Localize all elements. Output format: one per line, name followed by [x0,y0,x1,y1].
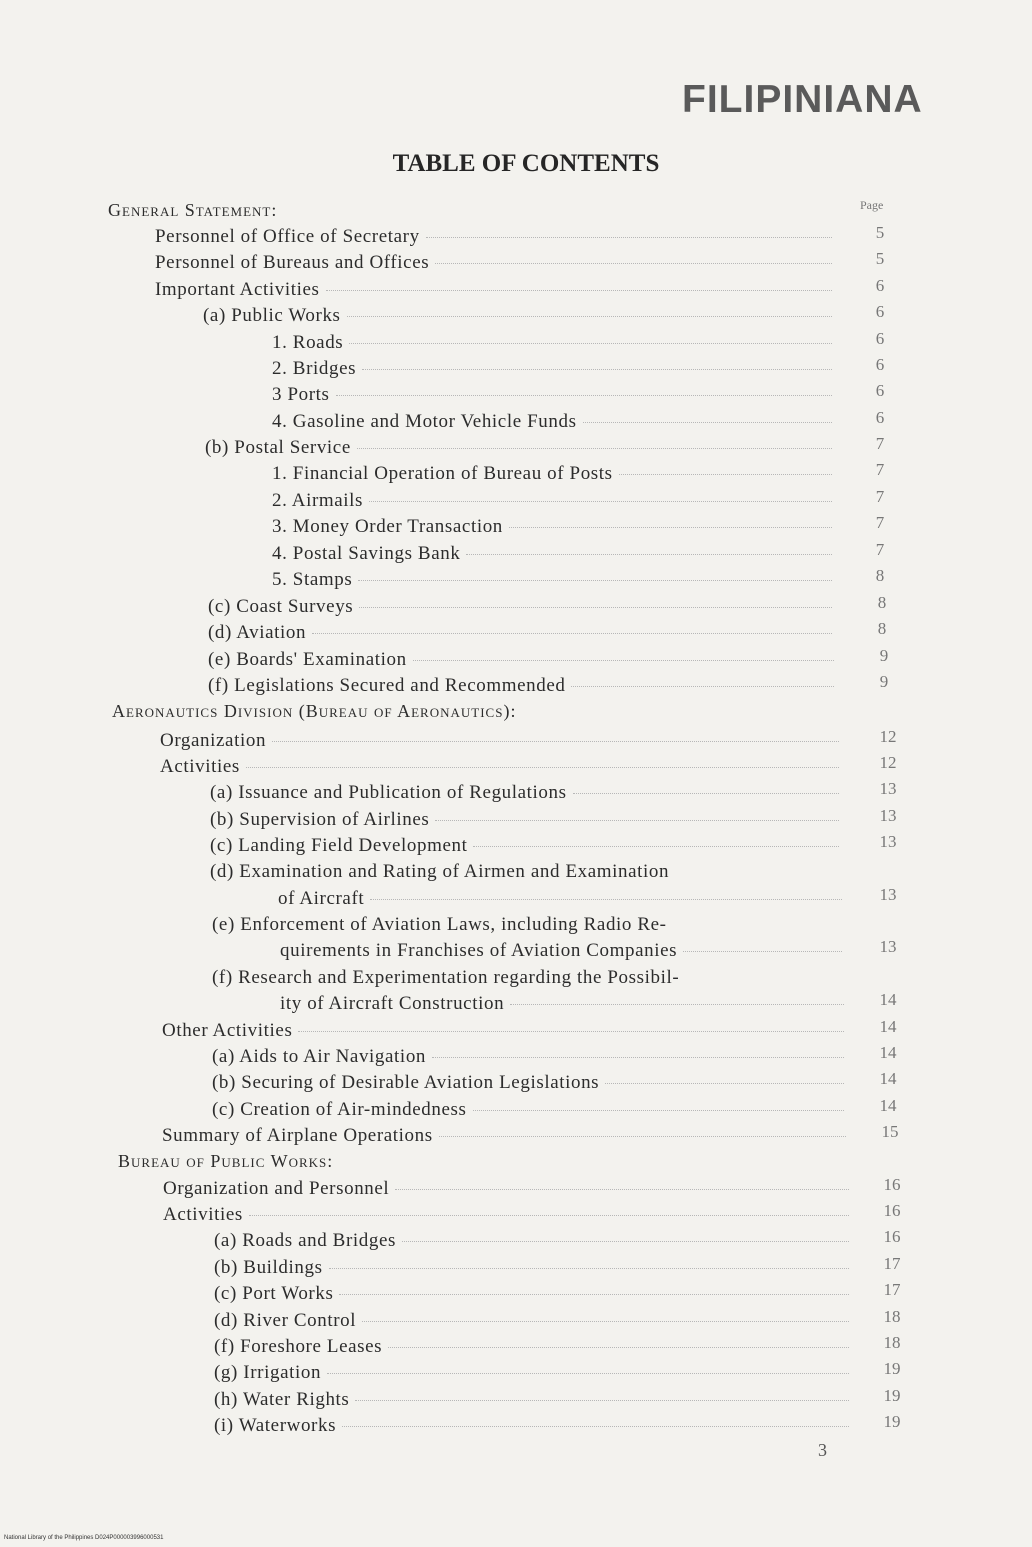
toc-page-number: 13 [879,885,897,904]
dot-leader [362,1321,849,1322]
toc-page-number: 6 [875,355,885,374]
dot-leader [355,1400,849,1401]
dot-leader [246,767,839,768]
toc-entry [272,516,838,538]
toc-page-number: 12 [879,727,897,746]
toc-entry-title: Personnel of Office of Secretary [155,226,420,247]
toc-entry-title: (a) Aids to Air Navigation [212,1046,427,1067]
toc-entry [162,1125,852,1147]
toc-entry [280,993,850,1015]
toc-entry [162,1020,850,1042]
toc-page-number: 8 [875,566,885,585]
toc-entry-title: (c) Creation of Air-mindedness [212,1099,467,1120]
toc-entry-title: 3. Money Order Transaction [272,516,503,537]
dot-leader [370,899,842,900]
footer-credit: National Library of the Philippines D024P000003996000531 [4,1535,164,1541]
toc-page-number: 6 [875,381,885,400]
dot-leader [466,554,832,555]
toc-entry-title: Organization and Personnel [163,1178,390,1199]
toc-entry-title: (h) Water Rights [214,1389,350,1410]
dot-leader [388,1347,849,1348]
dot-leader [395,1189,849,1190]
toc-entry [208,649,840,671]
toc-section-heading [112,701,516,722]
page-title: TABLE OF CONTENTS [392,150,660,177]
toc-page-number: 7 [875,487,885,506]
dot-leader [573,793,839,794]
toc-entry-title: ity of Aircraft Construction [280,993,505,1014]
toc-entry [214,1230,855,1252]
dot-leader [510,1004,844,1005]
toc-page-number: 13 [879,779,897,798]
toc-page-number: 8 [877,593,887,612]
toc-page-number: 14 [879,1096,897,1115]
toc-entry [272,490,838,512]
toc-entry [214,1336,855,1358]
toc-entry-title: (g) Irrigation [214,1362,322,1383]
toc-entry-title: (a) Public Works [203,305,341,326]
toc-entry-title: (c) Port Works [214,1283,334,1304]
toc-entry [212,1099,850,1121]
dot-leader [435,263,832,264]
toc-page-number: 13 [879,806,897,825]
dot-leader [312,633,832,634]
dot-leader [272,741,839,742]
toc-entry [203,305,838,327]
toc-entry [212,1046,850,1068]
dot-leader [359,607,832,608]
toc-entry [272,384,838,406]
toc-entry [208,622,838,644]
toc-entry-title: (f) Research and Experimentation regarding the Possibil- [212,967,680,988]
toc-entry-title: (f) Legislations Secured and Recommended [208,675,566,696]
dot-leader [339,1294,849,1295]
toc-entry-title: Aeronautics Division (Bureau of Aeronautics): [112,701,517,721]
toc-entry [163,1178,855,1200]
toc-page-number: 16 [883,1175,901,1194]
toc-page-number: 15 [881,1122,899,1141]
toc-entry [272,543,838,565]
toc-page-number: 17 [883,1280,901,1299]
dot-leader [347,316,832,317]
dot-leader [619,474,832,475]
toc-entry-title: of Aircraft [278,888,365,909]
toc-entry-title: quirements in Franchises of Aviation Companies [280,940,678,961]
toc-entry-title: (e) Enforcement of Aviation Laws, including Radio Re- [212,914,667,935]
toc-entry-title: (c) Landing Field Development [210,835,468,856]
toc-entry-title: 4. Postal Savings Bank [272,543,461,564]
toc-entry-title: Summary of Airplane Operations [162,1125,433,1146]
toc-page-number: 18 [883,1333,901,1352]
toc-page-number: 9 [879,672,889,691]
toc-entry-title: Other Activities [162,1020,293,1041]
page-column-label: Page [860,198,884,212]
dot-leader [362,369,832,370]
dot-leader [249,1215,849,1216]
toc-entry-title: 2. Airmails [272,490,364,511]
toc-entry [208,675,840,697]
toc-page-number: 17 [883,1254,901,1273]
toc-entry-title: Organization [160,730,267,751]
toc-entry [212,967,679,989]
toc-page-number: 7 [875,513,885,532]
toc-entry [160,756,845,778]
toc-page-number: 14 [879,990,897,1009]
toc-entry [214,1310,855,1332]
toc-entry-title: (a) Issuance and Publication of Regulations [210,782,567,803]
toc-section-heading [108,200,277,221]
toc-entry-title: Personnel of Bureaus and Offices [155,252,430,273]
toc-entry-title: (b) Securing of Desirable Aviation Legislations [212,1072,600,1093]
toc-entry [278,888,848,910]
toc-entry [210,835,845,857]
dot-leader [583,422,832,423]
toc-entry [214,1415,855,1437]
toc-entry-title: (e) Boards' Examination [208,649,407,670]
toc-entry-title: Bureau of Public Works: [118,1151,334,1171]
dot-leader [329,1268,849,1269]
toc-entry [212,914,667,936]
toc-page-number: 6 [875,276,885,295]
dot-leader [357,448,832,449]
toc-entry-title: 2. Bridges [272,358,357,379]
toc-page-number: 16 [883,1201,901,1220]
toc-entry [214,1283,855,1305]
toc-page-number: 5 [875,223,885,242]
toc-entry-title: (c) Coast Surveys [208,596,354,617]
toc-entry-title: (f) Foreshore Leases [214,1336,383,1357]
toc-page-number: 12 [879,753,897,772]
dot-leader [326,290,832,291]
toc-entry-title: (a) Roads and Bridges [214,1230,396,1251]
toc-entry-title: (d) Examination and Rating of Airmen and Examination [210,861,670,882]
dot-leader [298,1031,844,1032]
dot-leader [413,660,834,661]
filipiniana-stamp: FILIPINIANA [682,78,923,121]
toc-entry-title: (b) Buildings [214,1257,323,1278]
toc-entry [155,226,838,248]
toc-entry [214,1257,855,1279]
toc-entry-title: 5. Stamps [272,569,353,590]
toc-entry [210,809,845,831]
toc-page-number: 8 [877,619,887,638]
toc-entry [272,569,838,591]
dot-leader [342,1426,849,1427]
toc-page-number: 7 [875,460,885,479]
toc-entry-title: 1. Roads [272,332,344,353]
toc-page-number: 5 [875,249,885,268]
toc-section-heading [118,1151,333,1172]
toc-entry-title: (d) River Control [214,1310,357,1331]
toc-entry-title: Important Activities [155,279,320,300]
toc-entry-title: Activities [160,756,240,777]
dot-leader [473,1110,844,1111]
toc-page-number: 9 [879,646,889,665]
toc-entry-title: Activities [163,1204,243,1225]
toc-entry [272,411,838,433]
toc-page-number: 18 [883,1307,901,1326]
dot-leader [432,1057,844,1058]
toc-entry [280,940,848,962]
dot-leader [683,951,842,952]
toc-page-number: 16 [883,1227,901,1246]
toc-entry-title: (d) Aviation [208,622,307,643]
toc-entry-title: (b) Supervision of Airlines [210,809,430,830]
toc-entry [208,596,838,618]
dot-leader [369,501,832,502]
toc-entry [272,332,838,354]
toc-entry [214,1362,855,1384]
toc-page-number: 6 [875,408,885,427]
dot-leader [426,237,832,238]
page-number: 3 [818,1440,827,1460]
toc-page-number: 13 [879,937,897,956]
toc-entry [155,252,838,274]
toc-page-number: 6 [875,329,885,348]
dot-leader [402,1241,849,1242]
toc-page-number: 14 [879,1069,897,1088]
dot-leader [509,527,832,528]
dot-leader [435,820,839,821]
dot-leader [336,395,832,396]
toc-page-number: 19 [883,1412,901,1431]
toc-page-number: 7 [875,434,885,453]
toc-entry [163,1204,855,1226]
dot-leader [349,343,832,344]
toc-entry [155,279,838,301]
toc-entry [272,358,838,380]
dot-leader [358,580,832,581]
toc-page-number: 19 [883,1386,901,1405]
toc-entry [210,782,845,804]
toc-page-number: 14 [879,1043,897,1062]
toc-entry-title: 3 Ports [272,384,330,405]
toc-page-number: 6 [875,302,885,321]
toc-entry [210,861,669,883]
dot-leader [571,686,834,687]
toc-page-number: 14 [879,1017,897,1036]
dot-leader [439,1136,846,1137]
toc-entry-title: (i) Waterworks [214,1415,337,1436]
toc-entry-title: General Statement: [108,200,278,220]
toc-entry [205,437,838,459]
dot-leader [473,846,839,847]
toc-page-number: 13 [879,832,897,851]
toc-entry-title: 1. Financial Operation of Bureau of Posts [272,463,613,484]
dot-leader [327,1373,849,1374]
toc-page-number: 7 [875,540,885,559]
dot-leader [605,1083,844,1084]
toc-entry-title: 4. Gasoline and Motor Vehicle Funds [272,411,577,432]
toc-entry [212,1072,850,1094]
toc-page-number: 19 [883,1359,901,1378]
toc-entry [214,1389,855,1411]
toc-entry [160,730,845,752]
toc-entry [272,463,838,485]
toc-entry-title: (b) Postal Service [205,437,351,458]
